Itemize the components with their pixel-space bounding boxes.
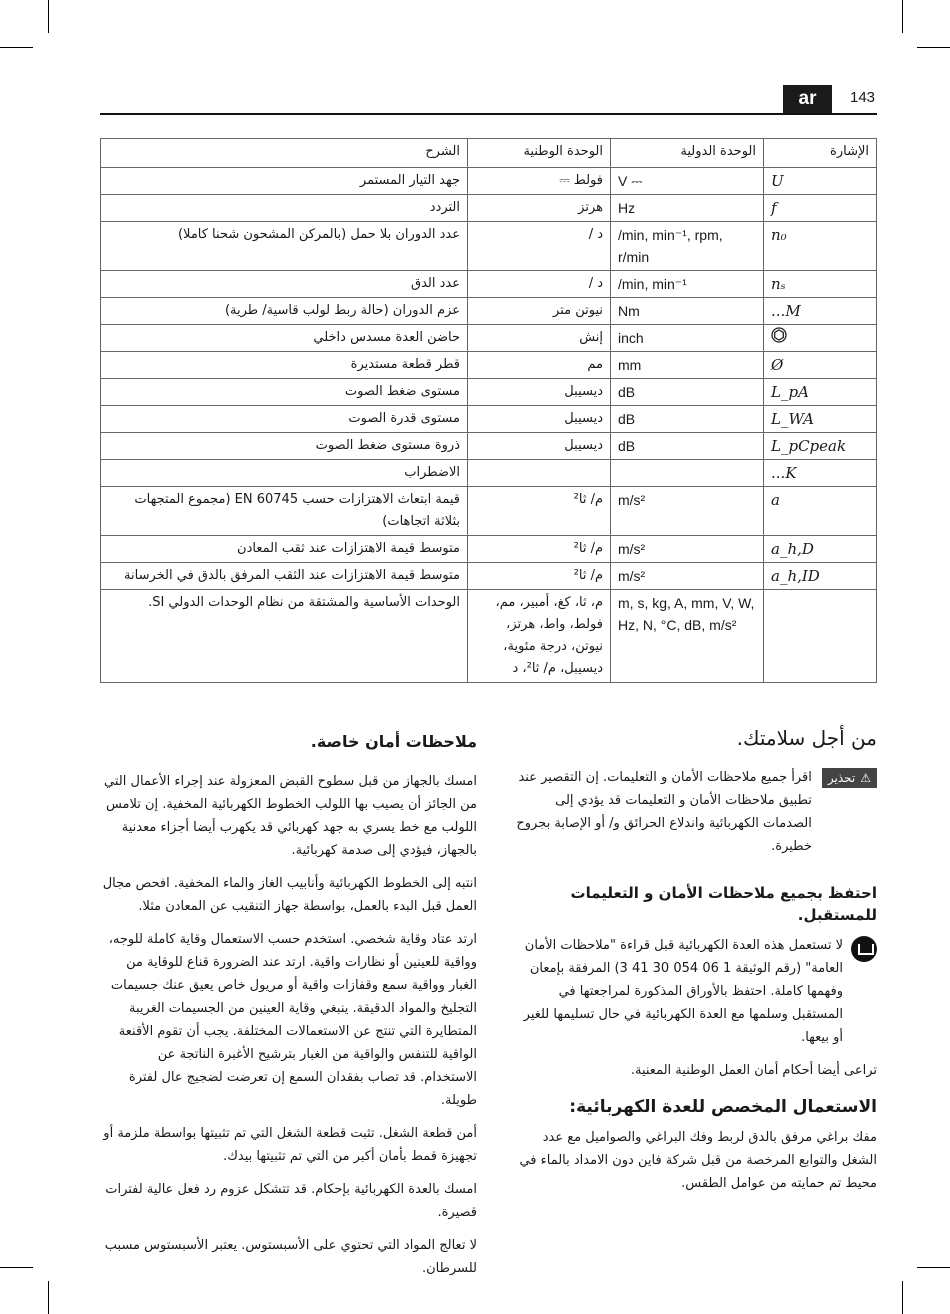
header-symbol: الإشارة xyxy=(764,139,877,168)
national-unit-cell: م/ ثا² xyxy=(468,487,611,536)
international-unit-cell: /min, min⁻¹ xyxy=(611,271,764,298)
crop-mark xyxy=(0,1267,33,1268)
international-unit-cell: dB xyxy=(611,433,764,460)
manual-text: لا تستعمل هذه العدة الكهربائية قبل قراءة "ملاحظات الأمان العامة" (رقم الوثيقة 1 06 054 30 41 3) المرفقة بإمعان وفهمها كاملة. احتفظ بالأوراق المذكورة لمراجعتها في المستقبل وسلمها مع العدة الكهربائية في حال تسليمها للغير أو بيعها. xyxy=(523,938,843,1045)
international-unit-cell: dB xyxy=(611,406,764,433)
definition-cell: عزم الدوران (حالة ربط لولب قاسية/ طرية) xyxy=(101,298,468,325)
international-unit-cell: m/s² xyxy=(611,536,764,563)
special-note-2: انتبه إلى الخطوط الكهربائية وأنابيب الغاز والماء المخفية. افحص مجال العمل قبل البدء بالعمل، بواسطة جهاز التنقيب عن المعادن مثلا. xyxy=(102,876,477,914)
symbol-cell: U xyxy=(764,168,877,195)
symbol-cell: L_WA xyxy=(764,406,877,433)
national-unit-cell: د / xyxy=(468,222,611,271)
national-unit-cell: م/ ثا² xyxy=(468,536,611,563)
warning-text: اقرأ جميع ملاحظات الأمان و التعليمات. إن التقصير عند تطبيق ملاحظات الأمان و التعليمات قد يؤدي إلى الصدمات الكهربائية واندلاع الحرائق و/ أو الإصابة بجروح خطيرة. xyxy=(516,770,812,854)
table-row xyxy=(101,325,877,352)
warning-badge xyxy=(822,768,877,788)
crop-mark xyxy=(917,1267,950,1268)
crop-mark xyxy=(48,0,49,33)
definition-cell: مستوى ضغط الصوت xyxy=(101,379,468,406)
symbols-table xyxy=(100,138,877,683)
definition-cell: عدد الدق xyxy=(101,271,468,298)
table-row xyxy=(101,536,877,563)
crop-mark xyxy=(902,0,903,33)
symbol-cell xyxy=(764,590,877,683)
table-row xyxy=(101,195,877,222)
table-row xyxy=(101,487,877,536)
national-unit-cell: م/ ثا² xyxy=(468,563,611,590)
national-unit-cell xyxy=(468,460,611,487)
table-row xyxy=(101,460,877,487)
crop-mark xyxy=(902,1281,903,1314)
intended-use-text: مفك براغي مرفق بالدق لربط وفك البراغي والصواميل مع عدد الشغل والتوابع المرخصة من قبل شركة فاين دون الامداد بالماء في محيط تم حمايته من عوامل الطقس. xyxy=(519,1130,877,1191)
definition-cell: حاضن العدة مسدس داخلي xyxy=(101,325,468,352)
symbol-cell: M... xyxy=(764,298,877,325)
definition-cell: مستوى قدرة الصوت xyxy=(101,406,468,433)
definition-cell: متوسط قيمة الاهتزازات عند الثقب المرفق بالدق في الخرسانة xyxy=(101,563,468,590)
symbol-cell: K... xyxy=(764,460,877,487)
definition-cell: قطر قطعة مستديرة xyxy=(101,352,468,379)
symbol-cell: a_h,D xyxy=(764,536,877,563)
safety-title: من أجل سلامتك. xyxy=(736,726,877,750)
international-unit-cell: mm xyxy=(611,352,764,379)
table-row xyxy=(101,563,877,590)
definition-cell: التردد xyxy=(101,195,468,222)
special-safety-title: ملاحظات أمان خاصة. xyxy=(310,732,477,751)
national-unit-cell: نيوتن متر xyxy=(468,298,611,325)
special-note-4: أمن قطعة الشغل. تثبت قطعة الشغل التي تم تثبيتها بواسطة ملزمة أو تجهيزة قمط بأمان أكبر من التي تم تثبيتها بيدك. xyxy=(103,1126,477,1164)
hex-socket-icon xyxy=(771,329,787,347)
warning-triangle-icon: ⚠ xyxy=(860,771,871,785)
table-row xyxy=(101,352,877,379)
national-unit-cell: إنش xyxy=(468,325,611,352)
special-note-1: امسك بالجهاز من قبل سطوح القبض المعزولة عند إجراء الأعمال التي من الجائز أن يصيب بها اللولب الخطوط الكهربائية المخفية. إن تلامس اللولب مع خط يسري به جهد كهربائي قد يكهرب أيضا أجزاء معدنية بالجهاز، فيؤدي إلى صدمة كهربائية. xyxy=(104,774,477,858)
symbol-cell xyxy=(764,325,877,352)
definition-cell: الاضطراب xyxy=(101,460,468,487)
international-unit-cell: inch xyxy=(611,325,764,352)
national-unit-cell: ديسيبل xyxy=(468,406,611,433)
intended-use-title: الاستعمال المخصص للعدة الكهربائية: xyxy=(569,1097,877,1117)
symbol-cell: L_pA xyxy=(764,379,877,406)
crop-mark xyxy=(0,47,33,48)
definition-cell: جهد التيار المستمر xyxy=(101,168,468,195)
national-unit-cell: مم xyxy=(468,352,611,379)
warning-block xyxy=(515,766,877,868)
header-international: الوحدة الدولية xyxy=(611,139,764,168)
table-row xyxy=(101,222,877,271)
language-badge: ar xyxy=(783,85,832,113)
keep-instructions-title: احتفظ بجميع ملاحظات الأمان و التعليمات للمستقبل. xyxy=(570,884,877,924)
header-rule xyxy=(100,113,877,115)
international-unit-cell: Nm xyxy=(611,298,764,325)
national-unit-cell: فولط ⎓ xyxy=(468,168,611,195)
international-unit-cell: V ⎓ xyxy=(611,168,764,195)
national-unit-cell: ديسيبل xyxy=(468,433,611,460)
definition-cell: متوسط قيمة الاهتزازات عند ثقب المعادن xyxy=(101,536,468,563)
symbol-cell: a_h,ID xyxy=(764,563,877,590)
table-row xyxy=(101,271,877,298)
table-row xyxy=(101,168,877,195)
symbol-cell: f xyxy=(764,195,877,222)
special-note-3: ارتد عتاد وقاية شخصي. استخدم حسب الاستعمال وقاية كاملة للوجه، وواقية للعينين أو نظارات واقية. ارتد عند الضرورة قناع للوقاية من الغبار وواقية سمع وقفازات واقية أو مريول خاص يعيق عنك جسيمات التجليخ والمواد الدقيقة. ينبغي وقاية العينين من الجسيمات الغريبة المتطايرة التي تنتج عن الاستعمالات المختلفة. يجب أن تقوم الأقنعة الواقية للتنفس والواقية من الغبار بترشيح الأغبرة الناتجة عن الاستخدام. قد تصاب بفقدان السمع إن تعرضت لضجيج عال لفترة طويلة. xyxy=(108,932,477,1108)
symbol-cell: L_pCpeak xyxy=(764,433,877,460)
national-unit-cell: هرتز xyxy=(468,195,611,222)
international-unit-cell: Hz xyxy=(611,195,764,222)
symbol-cell: nₛ xyxy=(764,271,877,298)
special-safety-column xyxy=(100,728,477,1290)
crop-mark xyxy=(48,1281,49,1314)
international-unit-cell: m, s, kg, A, mm, V, W, Hz, N, °C, dB, m/s² xyxy=(611,590,764,683)
symbol-cell: a xyxy=(764,487,877,536)
regulations-text: تراعى أيضا أحكام أمان العمل الوطنية المعنية. xyxy=(630,1063,877,1078)
special-note-6: لا تعالج المواد التي تحتوي على الأسبستوس. يعتبر الأسبستوس مسبب للسرطان. xyxy=(104,1238,477,1276)
page-number: 143 xyxy=(850,89,876,106)
read-manual-icon xyxy=(851,936,877,962)
warning-badge-label: تحذير xyxy=(827,771,856,785)
national-unit-cell: م، ثا، كغ، أمبير، مم، فولط، واط، هرتز، نيوتن، درجة مئوية، ديسيبل، م/ ثا²، د xyxy=(468,590,611,683)
definition-cell: قيمة ابتعاث الاهتزازات حسب EN 60745 (مجموع المتجهات بثلاثة اتجاهات) xyxy=(101,487,468,536)
international-unit-cell xyxy=(611,460,764,487)
table-row xyxy=(101,433,877,460)
definition-cell: ذروة مستوى ضغط الصوت xyxy=(101,433,468,460)
symbol-cell: Ø xyxy=(764,352,877,379)
international-unit-cell: /min, min⁻¹, rpm, r/min xyxy=(611,222,764,271)
manual-block xyxy=(515,934,877,1059)
table-row xyxy=(101,590,877,683)
definition-cell: عدد الدوران بلا حمل (بالمركن المشحون شحنا كاملا) xyxy=(101,222,468,271)
table-row xyxy=(101,379,877,406)
table-row xyxy=(101,298,877,325)
international-unit-cell: m/s² xyxy=(611,487,764,536)
header-definition: الشرح xyxy=(101,139,468,168)
national-unit-cell: ديسيبل xyxy=(468,379,611,406)
header-national: الوحدة الوطنية xyxy=(468,139,611,168)
crop-mark xyxy=(917,47,950,48)
symbol-cell: n₀ xyxy=(764,222,877,271)
definition-cell: الوحدات الأساسية والمشتقة من نظام الوحدات الدولي SI. xyxy=(101,590,468,683)
special-note-5: امسك بالعدة الكهربائية بإحكام. قد تتشكل عزوم رد فعل عالية لفترات قصيرة. xyxy=(105,1182,477,1220)
safety-column xyxy=(515,724,877,1205)
national-unit-cell: د / xyxy=(468,271,611,298)
international-unit-cell: dB xyxy=(611,379,764,406)
table-row xyxy=(101,406,877,433)
table-header-row xyxy=(101,139,877,168)
international-unit-cell: m/s² xyxy=(611,563,764,590)
